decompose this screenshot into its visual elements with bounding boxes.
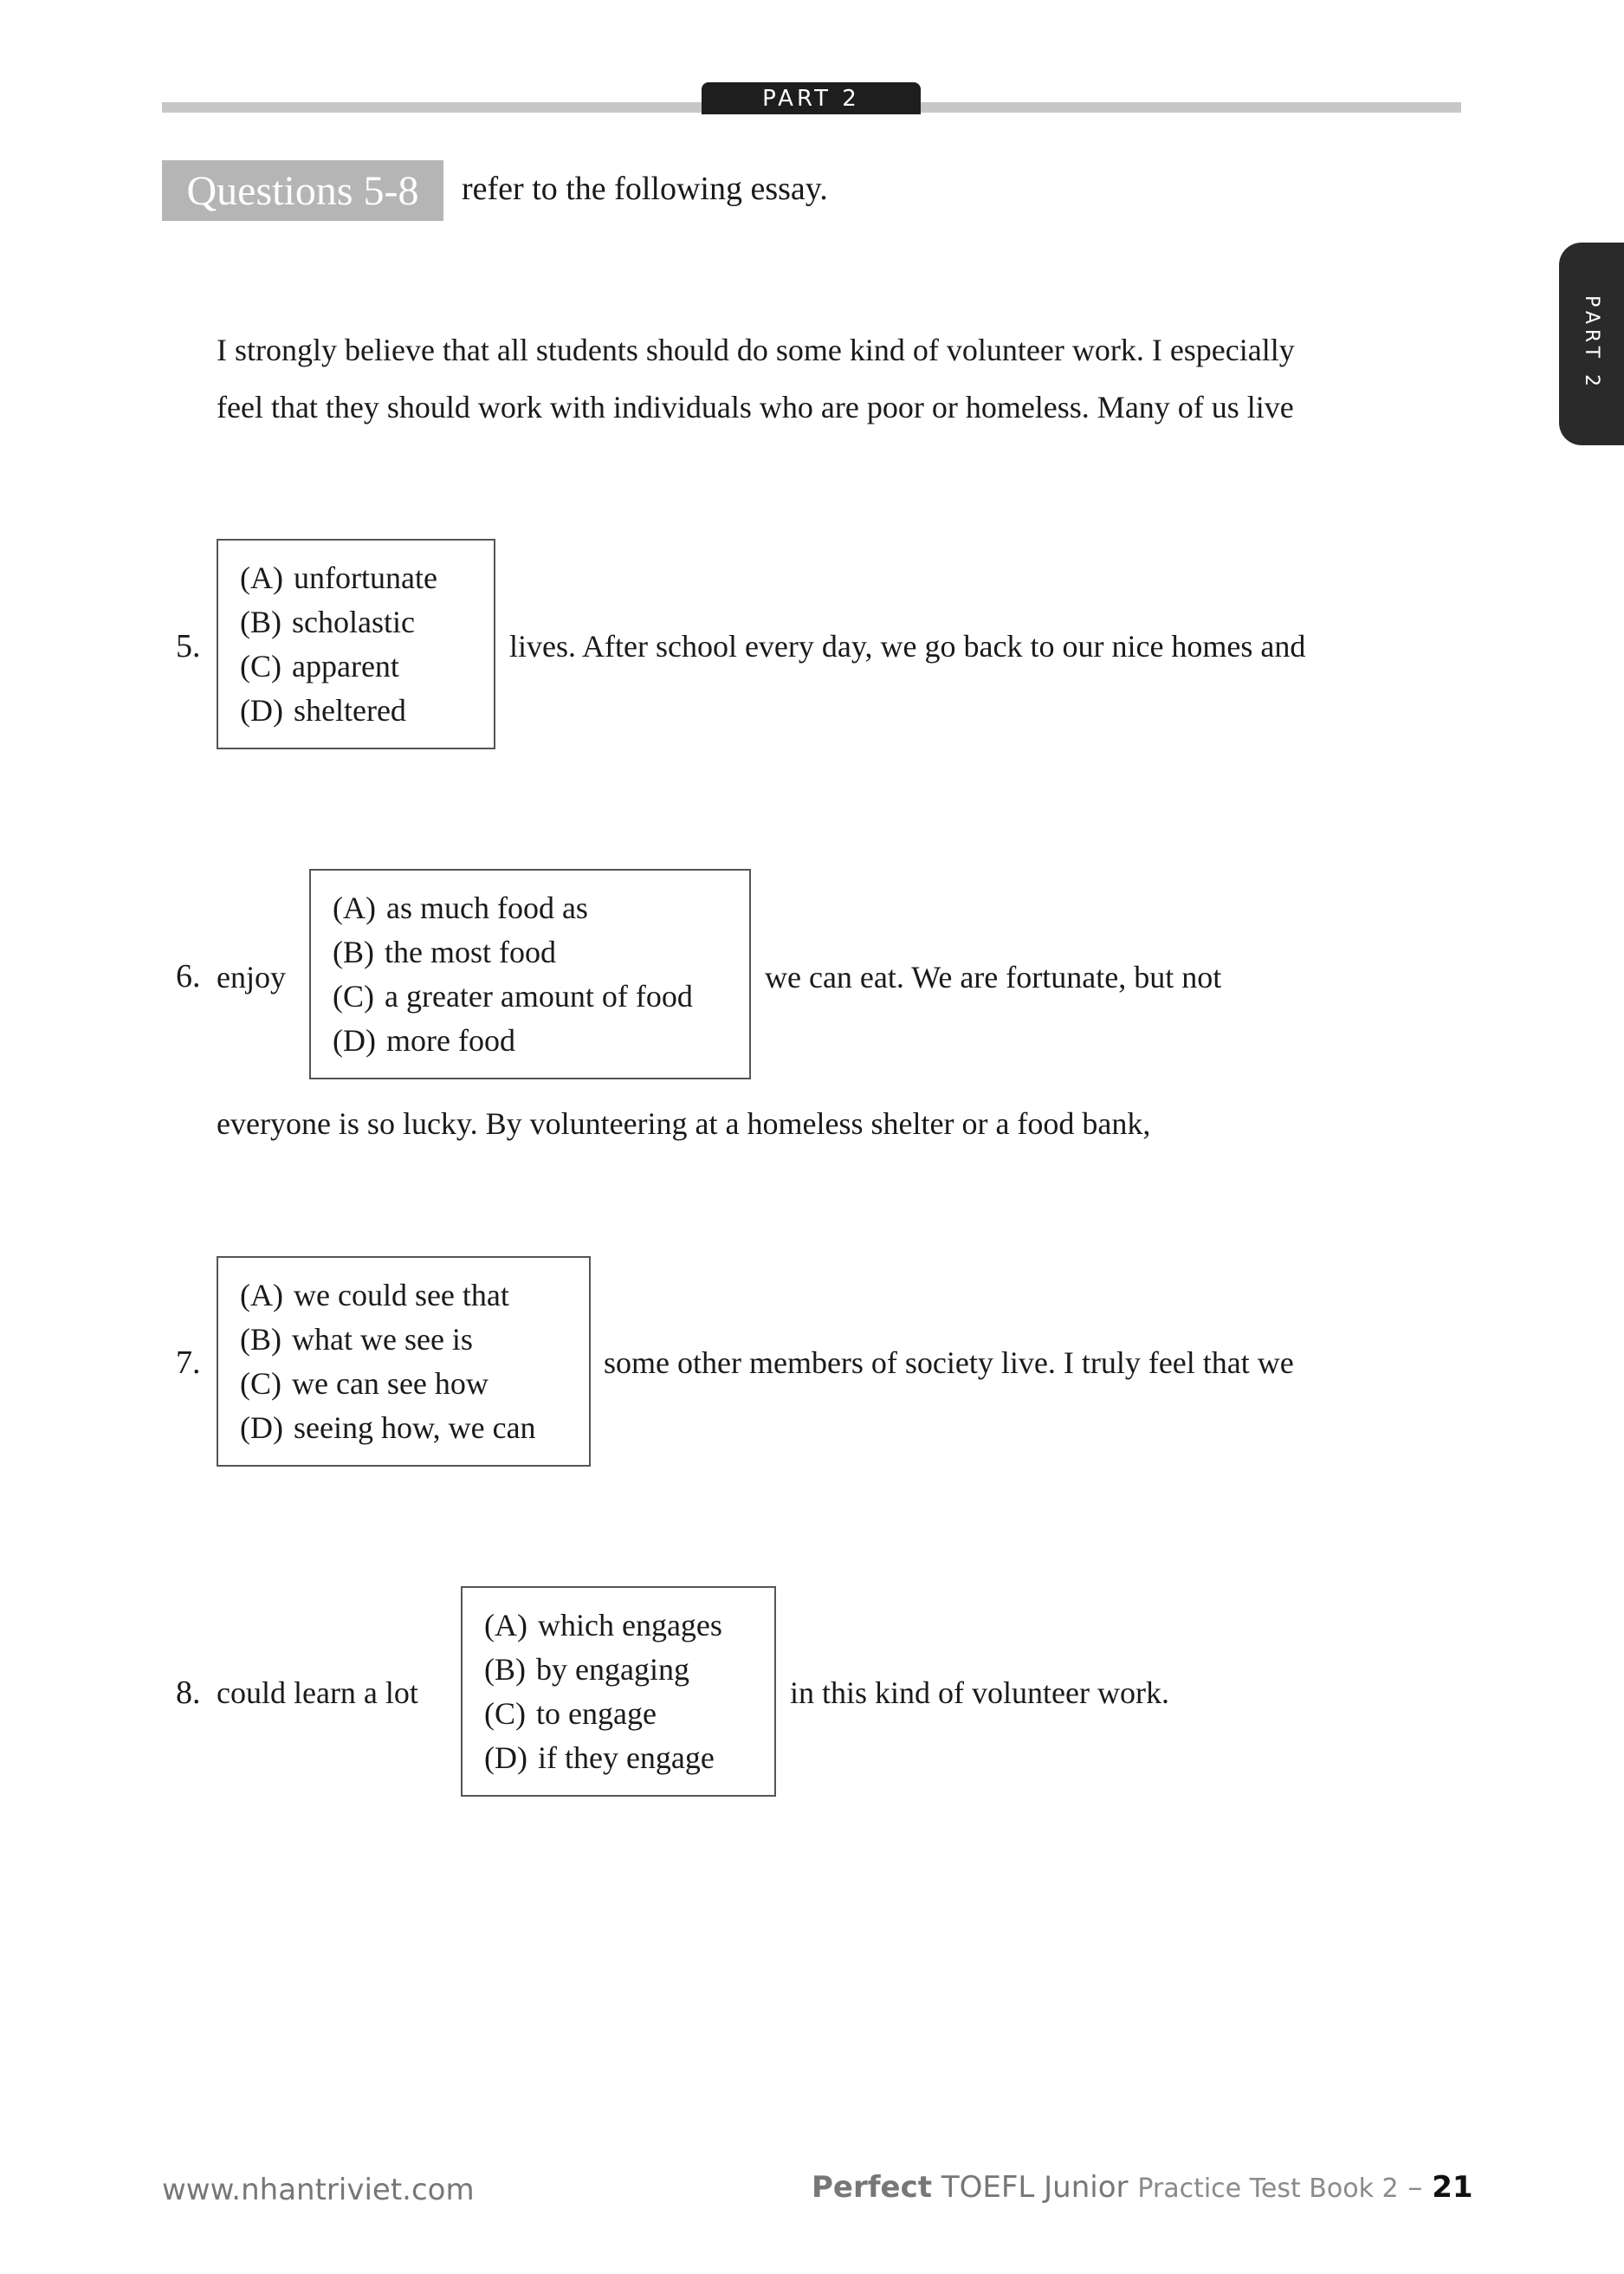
footer-subtitle: Practice Test Book 2 [1137,2174,1399,2204]
footer-separator: – [1407,2170,1423,2205]
question-6-option-a[interactable]: (A) as much food as [333,891,588,925]
side-part-tab-label: PART 2 [1581,295,1602,392]
questions-intro: refer to the following essay. [462,171,828,207]
question-8-option-d[interactable]: (D) if they engage [484,1740,715,1775]
question-6-option-d[interactable]: (D) more food [333,1023,515,1058]
question-6-before-text: enjoy [217,960,286,994]
questions-badge: Questions 5-8 [162,160,443,221]
essay-line-3: everyone is so lucky. By volunteering at a homeless shelter or a food bank, [217,1106,1151,1141]
question-5-option-c[interactable]: (C) apparent [240,649,399,683]
footer-brand: TOEFL Junior [941,2170,1129,2205]
question-8-option-a[interactable]: (A) which engages [484,1608,722,1642]
question-5-options [217,539,495,749]
question-7-option-c[interactable]: (C) we can see how [240,1366,488,1401]
question-7-option-a[interactable]: (A) we could see that [240,1278,509,1312]
question-5-option-d[interactable]: (D) sheltered [240,693,406,728]
footer-book-title [812,2170,1473,2205]
question-7-options [217,1256,591,1467]
question-6-option-b[interactable]: (B) the most food [333,935,556,969]
question-6-options [309,869,751,1079]
question-6-number: 6. [176,958,201,994]
question-6-after-text: we can eat. We are fortunate, but not [765,960,1222,994]
question-5-number: 5. [176,628,201,664]
question-8-option-b[interactable]: (B) by engaging [484,1652,689,1687]
footer-brand-bold: Perfect [812,2170,933,2205]
essay-line-2: feel that they should work with individuals who are poor or homeless. Many of us live [217,390,1294,424]
question-5-after-text: lives. After school every day, we go back to our nice homes and [509,629,1306,664]
part-tab: PART 2 [702,82,921,114]
question-5-option-b[interactable]: (B) scholastic [240,605,415,639]
question-7-option-d[interactable]: (D) seeing how, we can [240,1410,536,1445]
question-8-before-text: could learn a lot [217,1675,418,1710]
question-7-after-text: some other members of society live. I truly feel that we [604,1345,1294,1380]
footer-website: www.nhantriviet.com [162,2173,475,2207]
question-7-option-b[interactable]: (B) what we see is [240,1322,473,1357]
question-8-option-c[interactable]: (C) to engage [484,1696,657,1731]
page-number: 21 [1432,2170,1473,2205]
essay-line-1: I strongly believe that all students should do some kind of volunteer work. I especially [217,333,1295,367]
question-5-option-a[interactable]: (A) unfortunate [240,560,437,595]
question-8-number: 8. [176,1675,201,1711]
question-6-option-c[interactable]: (C) a greater amount of food [333,979,693,1014]
question-8-options [461,1586,776,1797]
question-8-after-text: in this kind of volunteer work. [790,1675,1169,1710]
question-7-number: 7. [176,1344,201,1381]
